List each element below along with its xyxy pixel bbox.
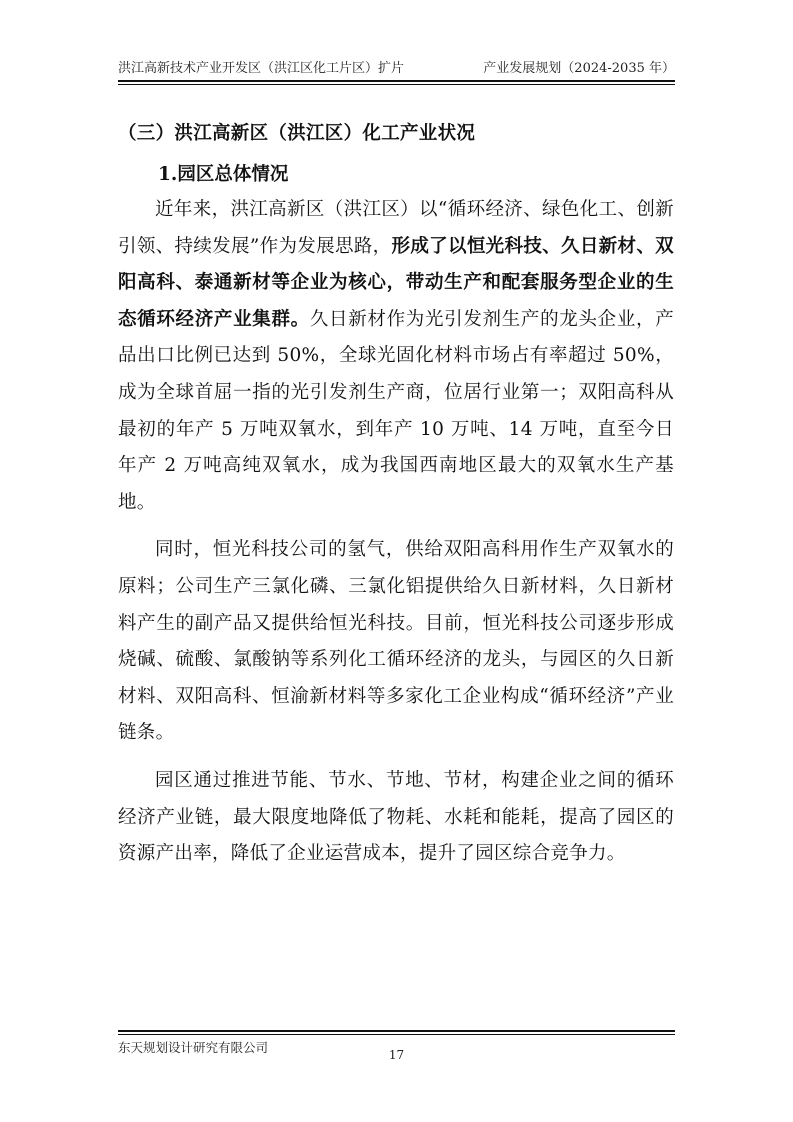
page-number: 17 bbox=[388, 1048, 405, 1062]
footer-company: 东天规划设计研究有限公司 bbox=[118, 1040, 269, 1055]
paragraph-efficiency: 园区通过推进节能、节水、节地、节材，构建企业之间的循环经济产业链，最大限度地降低了物耗、水耗和能耗，提高了园区的资源产出率，降低了企业运营成本，提升了园区综合竞争力。 bbox=[118, 769, 674, 865]
header-rule-thin bbox=[118, 84, 675, 85]
header-plan-period: 产业发展规划（2024-2035 年） bbox=[483, 61, 675, 76]
page-body bbox=[118, 108, 674, 873]
header-rule-thick bbox=[118, 80, 675, 82]
footer-rule-thin bbox=[118, 1034, 675, 1035]
paragraph-circular-chain: 同时，恒光科技公司的氢气，供给双阳高科用作生产双氧水的原料；公司生产三氯化磷、三氯化铝提供给久日新材料，久日新材料产生的副产品又提供给恒光科技。目前，恒光科技公司逐步形成烧碱、硫酸、氯酸钠等系列化工循环经济的龙头，与园区的久日新材料、双阳高科、恒渝新材料等多家化工企业构成“循环经济”产业链条。 bbox=[118, 539, 674, 744]
footer-rule-thick bbox=[118, 1030, 675, 1032]
section-heading: （三）洪江高新区（洪江区）化工产业状况 bbox=[118, 123, 476, 144]
paragraph-overview-intro: 近年来，洪江高新区（洪江区）以“循环经济、绿色化工、创新引领、持续发展”作为发展思路， bbox=[118, 199, 674, 257]
header-document-title: 洪江高新技术产业开发区（洪江区化工片区）扩片 bbox=[118, 61, 405, 76]
paragraph-overview-details: 久日新材作为光引发剂生产的龙头企业，产品出口比例已达到 50%，全球光固化材料市场占有率超过 50%，成为全球首屈一指的光引发剂生产商，位居行业第一；双阳高科从最初的年产 5 万吨双氧水，到年产 10 万吨、14 万吨，直至今日年产 2 万吨高纯双氧水，成为我国西南地区最大的双氧水生产基地。 bbox=[118, 308, 674, 513]
page-header bbox=[118, 50, 675, 76]
paragraph-overview-highlight: 形成了以恒光科技、久日新材、双阳高科、泰通新材等企业为核心，带动生产和配套服务型企业的生态循环经济产业集群。 bbox=[118, 235, 674, 330]
paragraph-overview bbox=[118, 192, 674, 521]
sub-heading: 1.园区总体情况 bbox=[158, 164, 289, 185]
